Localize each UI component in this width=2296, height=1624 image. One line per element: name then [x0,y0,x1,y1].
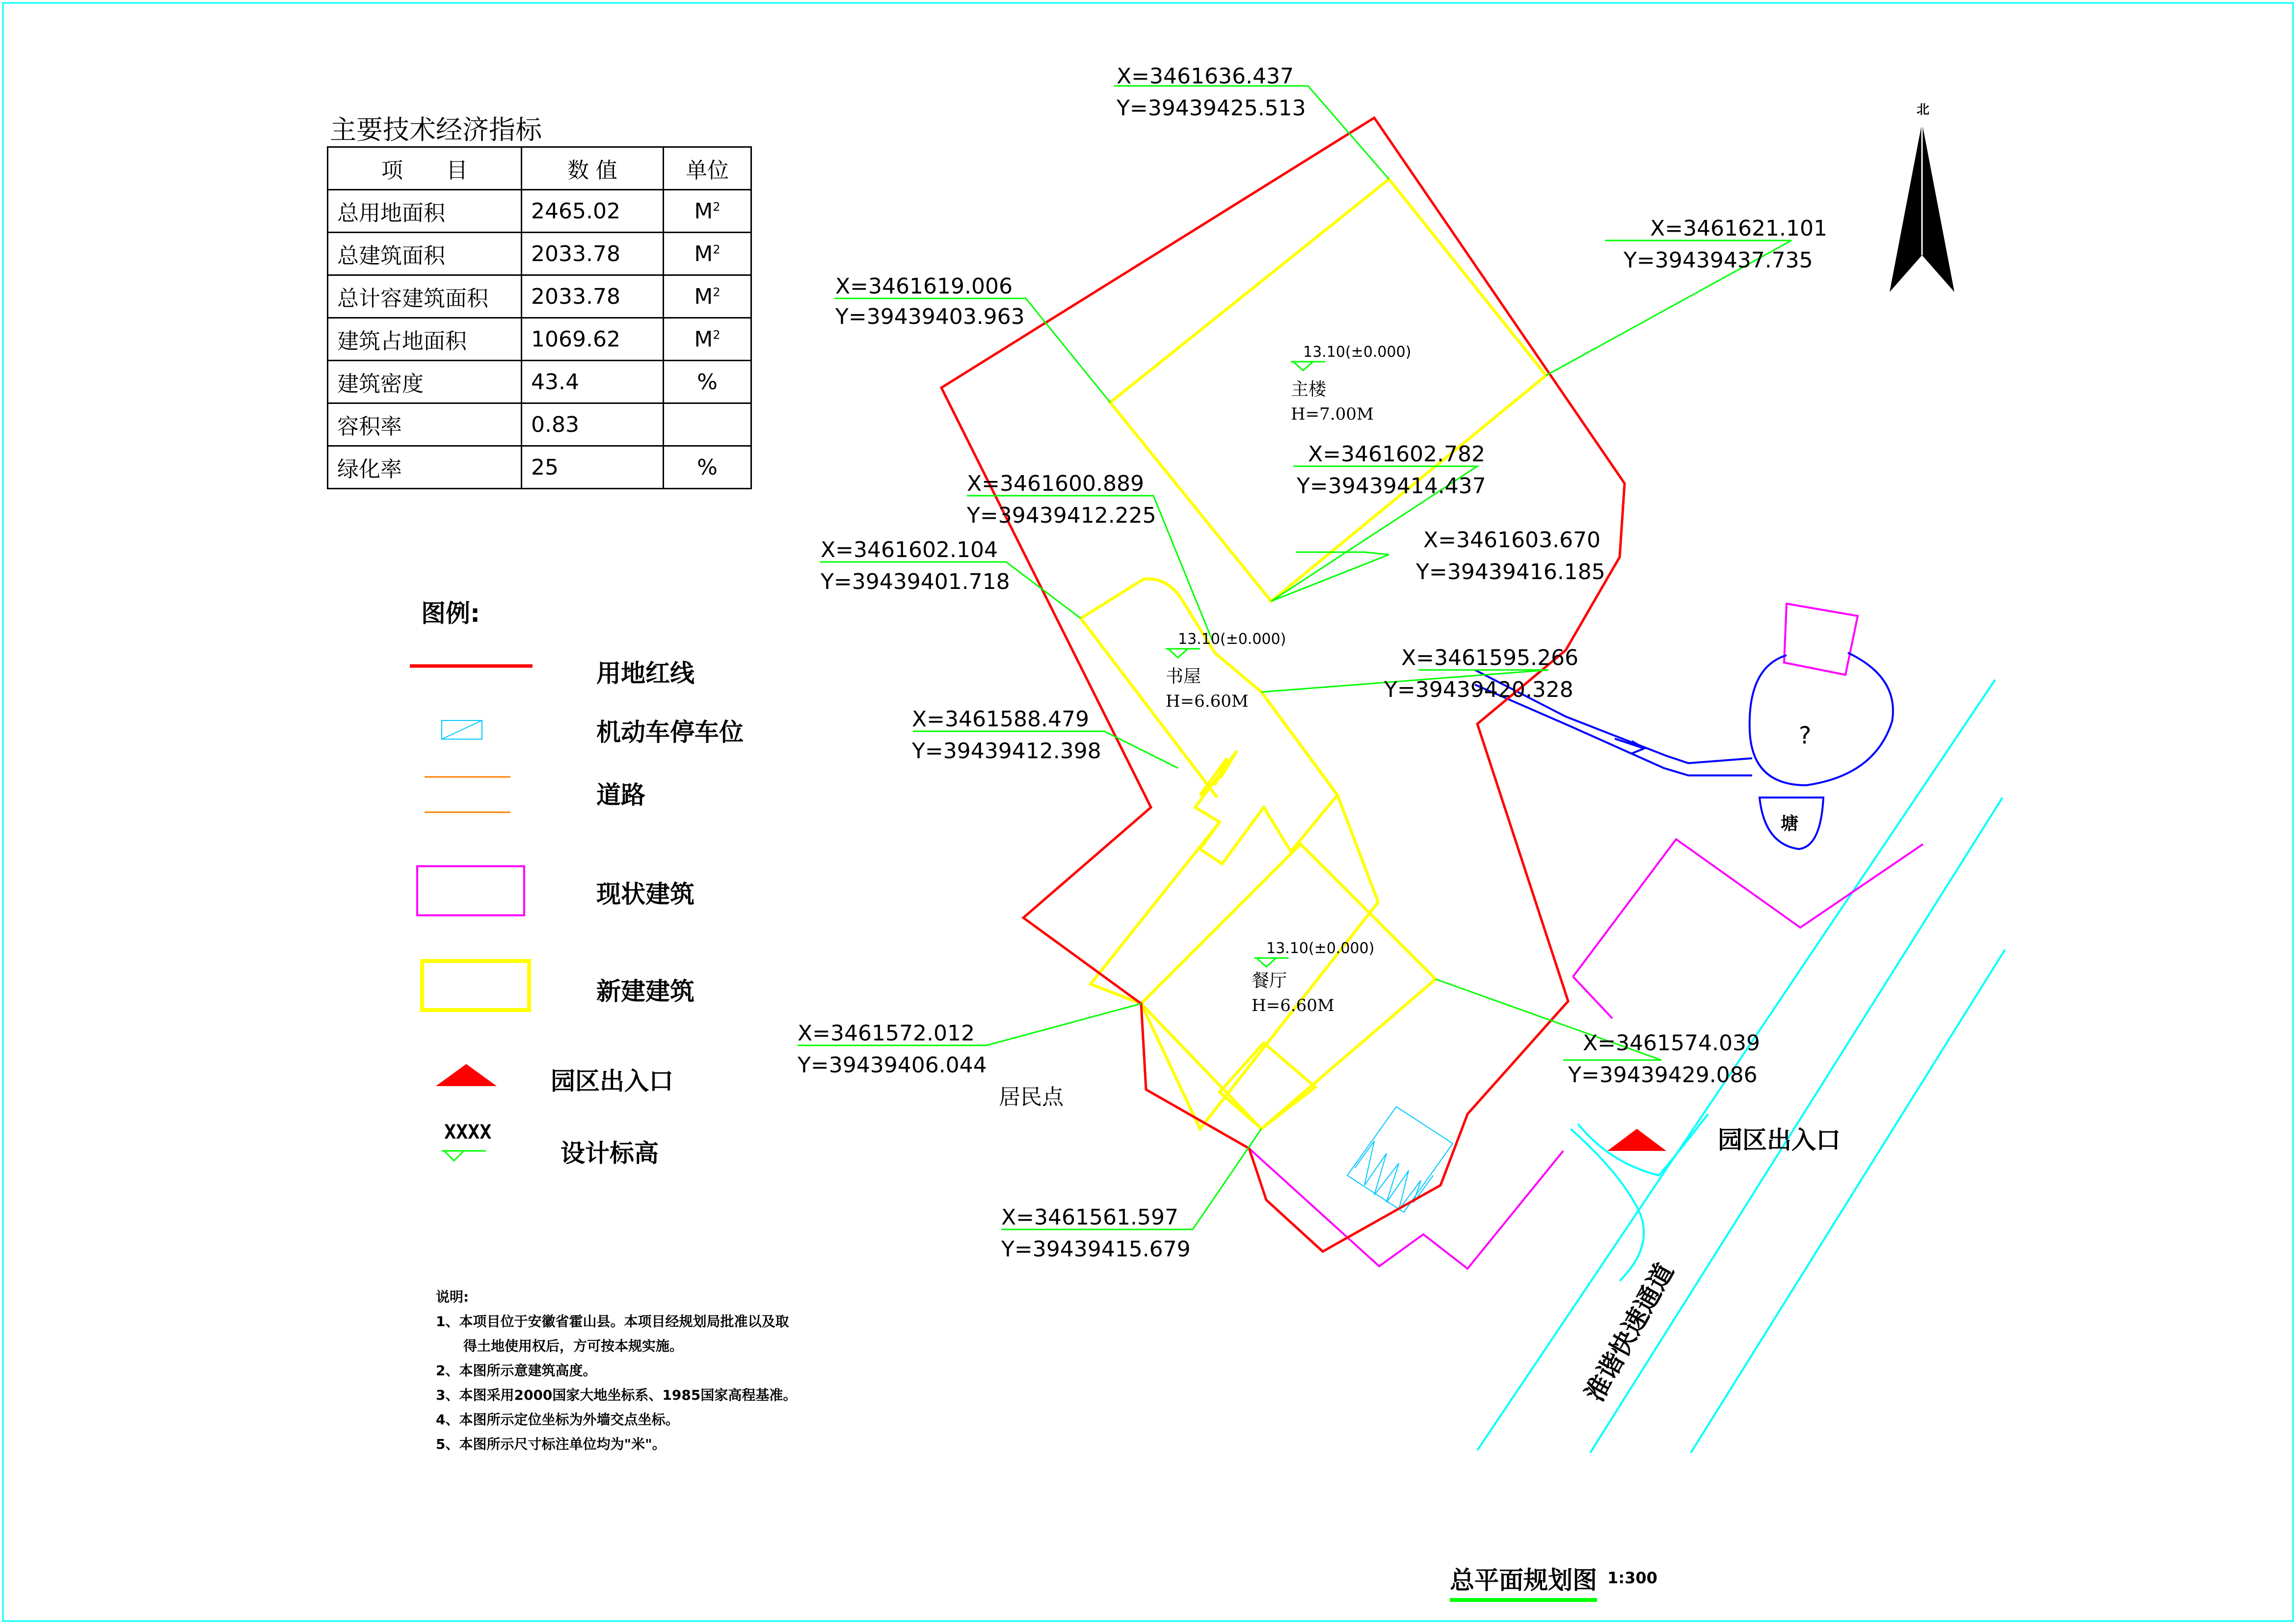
entrance-icon [1607,1129,1666,1151]
parking-spaces [1347,1107,1453,1212]
note-line: 得土地使用权后，方可按本规实施。 [436,1338,684,1354]
row-unit: $M^2$ [664,233,751,275]
building-name: 书屋 [1166,666,1201,687]
elevation-sample: XXXX [444,1121,492,1144]
note-line: 5、本图所示尺寸标注单位均为"米"。 [436,1436,666,1452]
elevation-marker [1252,940,1374,1015]
elevation-label: 13.10(±0.000) [1178,631,1286,648]
legend-label-redline: 用地红线 [596,659,694,688]
north-arrow-icon [1890,103,1954,292]
note-line: 1、本项目位于安徽省霍山县。本项目经规划局批准以及取 [436,1313,789,1330]
coord-y: Y=39439416.185 [1416,559,1605,585]
row-unit: % [664,446,751,489]
row-value: 2033.78 [522,233,664,275]
existing-building [1573,839,1923,977]
entrance-label: 园区出入口 [1718,1126,1841,1154]
coord-y: Y=39439414.437 [1297,474,1486,499]
row-unit: $M^2$ [664,318,751,361]
coord-y: Y=39439403.963 [835,304,1025,329]
row-item: 容积率 [328,403,522,446]
building-name: 餐厅 [1252,971,1287,991]
header-unit: 单位 [664,147,751,190]
elevation-label: 13.10(±0.000) [1266,940,1375,957]
coord-y: Y=39439429.086 [1568,1063,1758,1088]
row-item: 总计容建筑面积 [328,275,522,318]
legend-label-new: 新建建筑 [596,977,694,1006]
row-value: 1069.62 [522,318,664,361]
coord-x: X=3461603.670 [1423,528,1601,553]
row-item: 建筑占地面积 [328,318,522,361]
coord-y: Y=39439415.679 [1001,1237,1191,1262]
table-title: 主要技术经济指标 [330,114,542,145]
building-height: H=6.60M [1166,692,1249,711]
coord-x: X=3461595.266 [1401,645,1578,670]
notes-title: 说明: [436,1289,469,1305]
note-line: 3、本图采用2000国家大地坐标系、1985国家高程基准。 [436,1387,797,1403]
elevation-marker [1291,344,1411,424]
legend-label-elevation: 设计标高 [561,1139,659,1168]
building-height: H=6.60M [1252,996,1335,1015]
row-item: 总建筑面积 [328,233,522,275]
road-line [1691,950,2005,1453]
legend-label-road: 道路 [596,781,645,809]
coord-y: Y=39439401.718 [821,569,1010,594]
legend-label-existing: 现状建筑 [596,880,694,908]
dining-hall [1141,844,1436,1129]
drawing-title: 总平面规划图 [1450,1561,1597,1602]
row-value: 0.83 [522,403,664,446]
row-unit: % [664,361,751,403]
pond-label: 塘 [1781,814,1799,834]
row-value: 25 [522,446,664,489]
residential-label: 居民点 [999,1085,1064,1110]
row-value: 43.4 [522,361,664,403]
coord-y: Y=39439412.398 [912,739,1101,764]
north-label: 北 [1917,103,1930,117]
coord-x: X=3461619.006 [835,274,1013,299]
road-name-label: 淮谐快速通道 [1579,1258,1680,1407]
row-unit: $M^2$ [664,275,751,318]
coord-y: Y=39439437.735 [1624,248,1813,273]
coord-x: X=3461600.889 [967,471,1144,496]
row-item: 总用地面积 [328,190,522,233]
building-name: 主楼 [1291,379,1327,399]
pond-question: ? [1799,722,1812,749]
coord-x: X=3461561.597 [1001,1205,1178,1230]
legend-label-parking: 机动车停车位 [596,718,744,746]
road-line [1590,798,2002,1453]
existing-building [1784,604,1858,675]
row-unit: $M^2$ [664,190,751,233]
coord-y: Y=39439425.513 [1117,96,1306,121]
elevation-label: 13.10(±0.000) [1303,344,1412,361]
coord-x: X=3461602.782 [1308,442,1485,467]
coord-y: Y=39439412.225 [967,503,1156,528]
header-item: 项 目 [328,147,522,190]
coord-y: Y=39439406.044 [798,1053,987,1078]
coord-x: X=3461621.101 [1650,216,1827,241]
drawing-scale: 1:300 [1607,1569,1657,1587]
building-height: H=7.00M [1291,404,1374,424]
legend-title: 图例: [421,599,480,628]
coord-x: X=3461636.437 [1117,64,1294,89]
note-line: 4、本图所示定位坐标为外墙交点坐标。 [436,1411,679,1428]
coord-x: X=3461574.039 [1583,1031,1760,1056]
row-value: 2033.78 [522,275,664,318]
coord-x: X=3461572.012 [798,1021,975,1046]
row-value: 2465.02 [522,190,664,233]
coordinate-labels [797,64,1827,1262]
coord-y: Y=39439420.328 [1384,677,1574,702]
pond [1750,653,1893,785]
coord-x: X=3461588.479 [912,707,1089,732]
coord-x: X=3461602.104 [821,537,998,562]
existing-building [1573,977,1612,1018]
row-item: 建筑密度 [328,361,522,403]
header-value: 数 值 [522,147,664,190]
note-line: 2、本图所示意建筑高度。 [436,1362,597,1379]
legend-label-entrance: 园区出入口 [551,1067,673,1095]
row-item: 绿化率 [328,446,522,489]
